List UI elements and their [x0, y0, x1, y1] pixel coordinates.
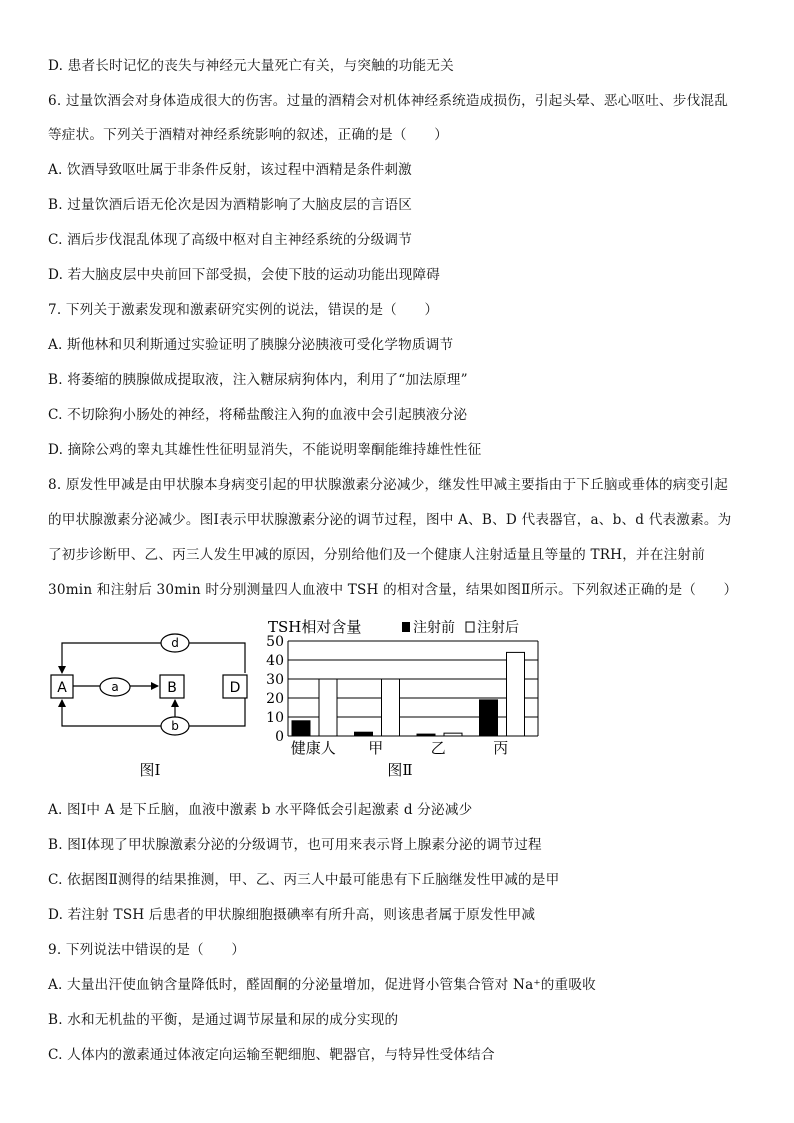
- figure-2-caption: 图Ⅱ: [387, 761, 413, 779]
- bar-before-1: [355, 732, 373, 736]
- x-tick-label-1: 甲: [368, 739, 384, 757]
- node-B-label: B: [167, 680, 177, 696]
- hormone-b-label: b: [171, 719, 179, 733]
- q8-stem-line2: 的甲状腺激素分泌减少。图Ⅰ表示甲状腺激素分泌的调节过程，图中 A、B、D 代表器官，a、b、d 代表激素。为: [48, 512, 732, 528]
- q7-stem: 7. 下列关于激素发现和激素研究实例的说法，错误的是（ ）: [48, 302, 439, 318]
- q9-option-c: C. 人体内的激素通过体液定向运输至靶细胞、靶器官，与特异性受体结合: [48, 1047, 495, 1063]
- q8-option-c: C. 依据图Ⅱ测得的结果推测，甲、乙、丙三人中最可能患有下丘脑继发性甲减的是甲: [48, 872, 560, 888]
- top-loop-line: [62, 643, 245, 673]
- x-tick-label-0: 健康人: [290, 739, 336, 757]
- figure-1-caption: 图Ⅰ: [139, 761, 161, 779]
- q7-option-a: A. 斯他林和贝利斯通过实验证明了胰腺分泌胰液可受化学物质调节: [48, 337, 454, 353]
- legend-swatch-before: [402, 622, 410, 632]
- y-tick-label-10: 10: [266, 710, 284, 726]
- figure-2-chart: [260, 618, 540, 783]
- q9-stem: 9. 下列说法中错误的是（ ）: [48, 942, 246, 958]
- q6-option-a: A. 饮酒导致呕吐属于非条件反射，该过程中酒精是条件刺激: [48, 162, 412, 178]
- node-A-label: A: [57, 680, 67, 696]
- q8-stem-line4: 30min 和注射后 30min 时分别测量四人血液中 TSH 的相对含量，结果如图Ⅱ所示。下列叙述正确的是（ ）: [48, 582, 738, 598]
- q9-option-a: A. 大量出汗使血钠含量降低时，醛固酮的分泌量增加，促进肾小管集合管对 Na⁺的重吸收: [48, 977, 596, 993]
- legend-label-after: 注射后: [477, 620, 519, 636]
- hormone-d-label: d: [171, 636, 179, 650]
- q7-option-b: B. 将萎缩的胰腺做成提取液，注入糖尿病狗体内，利用了“加法原理”: [48, 372, 468, 388]
- q5-option-d: D. 患者长时记忆的丧失与神经元大量死亡有关，与突触的功能无关: [48, 58, 454, 74]
- q6-stem-line1: 6. 过量饮酒会对身体造成很大的伤害。过量的酒精会对机体神经系统造成损伤，引起头晕、恶心呕吐、步伐混乱: [48, 93, 728, 109]
- q6-option-c: C. 酒后步伐混乱体现了高级中枢对自主神经系统的分级调节: [48, 232, 413, 248]
- node-D-label: D: [229, 680, 241, 696]
- figure-area: [40, 618, 540, 783]
- q6-stem-line2: 等症状。下列关于酒精对神经系统影响的叙述，正确的是（ ）: [48, 127, 449, 143]
- legend-label-before: 注射前: [413, 620, 455, 636]
- bar-before-2: [417, 734, 435, 736]
- q6-option-b: B. 过量饮酒后语无伦次是因为酒精影响了大脑皮层的言语区: [48, 197, 413, 213]
- y-tick-label-0: 0: [275, 729, 284, 745]
- chart-title: TSH相对含量: [268, 618, 362, 636]
- bar-after-3: [507, 652, 525, 736]
- q8-option-a: A. 图Ⅰ中 A 是下丘脑，血液中激素 b 水平降低会引起激素 d 分泌减少: [48, 802, 473, 818]
- y-tick-label-20: 20: [266, 691, 284, 707]
- q8-option-d: D. 若注射 TSH 后患者的甲状腺细胞摄碘率有所升高，则该患者属于原发性甲减: [48, 907, 536, 923]
- q8-stem-line1: 8. 原发性甲减是由甲状腺本身病变引起的甲状腺激素分泌减少，继发性甲减主要指由于下丘脑或垂体的病变引起: [48, 477, 728, 493]
- bar-before-3: [480, 700, 498, 736]
- bar-after-2: [444, 733, 462, 736]
- q8-option-b: B. 图Ⅰ体现了甲状腺激素分泌的分级调节，也可用来表示肾上腺素分泌的调节过程: [48, 837, 542, 853]
- y-tick-label-30: 30: [266, 672, 284, 688]
- bar-after-1: [382, 679, 400, 736]
- bar-after-0: [319, 679, 337, 736]
- bottom-loop-line: [62, 698, 245, 726]
- bar-before-0: [292, 721, 310, 736]
- q7-option-d: D. 摘除公鸡的睾丸其雄性性征明显消失，不能说明睾酮能维持雄性性征: [48, 442, 482, 458]
- x-tick-label-2: 乙: [430, 739, 446, 757]
- y-tick-label-40: 40: [266, 653, 284, 669]
- hormone-a-label: a: [111, 680, 119, 694]
- x-tick-label-3: 丙: [493, 739, 509, 757]
- q9-option-b: B. 水和无机盐的平衡，是通过调节尿量和尿的成分实现的: [48, 1012, 399, 1028]
- q8-stem-line3: 了初步诊断甲、乙、丙三人发生甲减的原因，分别给他们及一个健康人注射适量且等量的 TRH，并在注射前: [48, 547, 705, 563]
- legend-swatch-after: [466, 622, 474, 632]
- q7-option-c: C. 不切除狗小肠处的神经，将稀盐酸注入狗的血液中会引起胰液分泌: [48, 407, 468, 423]
- y-tick-label-50: 50: [266, 634, 284, 650]
- q6-option-d: D. 若大脑皮层中央前回下部受损，会使下肢的运动功能出现障碍: [48, 267, 441, 283]
- figure-1-diagram: [40, 618, 260, 783]
